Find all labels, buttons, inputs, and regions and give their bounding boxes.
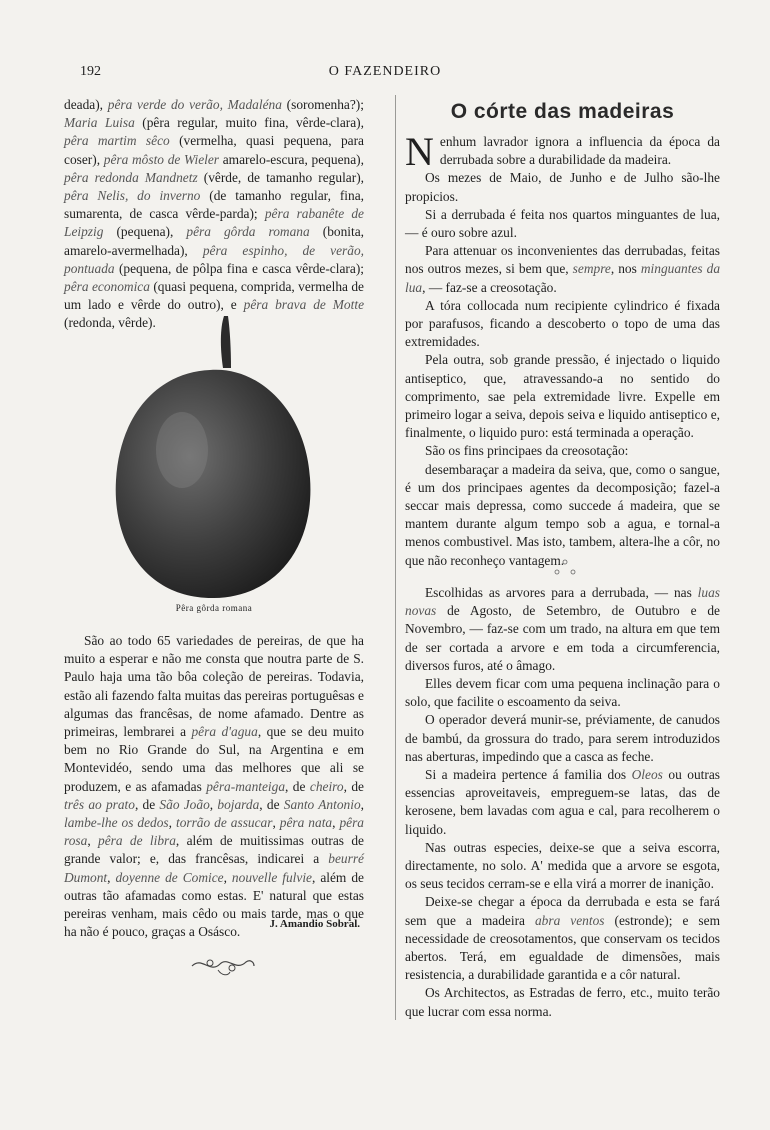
article-paragraph: Escolhidas as arvores para a derrubada, — nas luas novas de Agosto, de Setembro, de Outubro e de Novembro, — faz-se com um trado, na altura em que tem de ser cortada a arvore e em toda a circumferencia, diversos furos, até o âmago. — [405, 585, 720, 673]
article-title: O córte das madeiras — [450, 100, 675, 123]
column-divider — [395, 95, 396, 1020]
pear-varieties-paragraph: deada), pêra verde do verão, Madaléna (soromenha?); Maria Luisa (pêra regular, muito fina, vêrde-clara), pêra martim sêco (vermelha, quasi pequena, para coser), pêra môsto de Wieler amarelo-escura, pequena), pêra redonda Mandnetz (vêrde, de tamanho regular), pêra Nelis, do inverno (de tamanho regular, fina, sumarenta, de casca vêrde-parda); pêra rabanête de Leipzig (pequena), pêra gôrda romana (bonita, amarelo-avermelhada), pêra espinho, de verão, pontuada (pequena, de pôlpa fina e casca vêrde-clara); pêra economica (quasi pequena, comprida, vermelha de um lado e vêrde do outro), e pêra brava de Motte (redonda, vêrde). — [64, 97, 365, 331]
article-paragraphs-top — [405, 169, 720, 569]
article-paragraph: Si a madeira pertence á familia dos Oleos ou outras essencias aproveitaveis, empreguem-se latas, das de kerosene, bem lavadas com agua e cal, para recolherem o liquido. — [405, 767, 720, 837]
figure-caption: Pêra gôrda romana — [175, 603, 253, 613]
article-paragraph: Pela outra, sob grande pressão, é injectado o liquido antiseptico, que, atravessando-a no sentido do comprimento, sae pela extremidade livre. Expelle em primeiro logar a seiva, depois seiva e liquido antiseptico e, finalmente, o liquido puro: está terminada a operação. — [405, 352, 720, 441]
article-paragraph: desembaraçar a madeira da seiva, que, como o sangue, é um dos principaes agentes da decomposição; fazel-a seccar mais depressa, como succede á madeira, que se mantem durante algum tempo sob a agua, e tornal-a menos combustivel. Mas isto, tambem, altera-lhe a côr, no que não reconheço vantagem. — [405, 461, 720, 568]
asterism-divider-icon — [545, 558, 585, 576]
article-paragraphs-bottom — [405, 584, 720, 1021]
pear-collection-paragraph: São ao todo 65 variedades de pereiras, de que ha muito a esperar e não me consta que noutra parte de S. Paulo haja uma tão bôa coleção de pereiras. Todavia, estão ali fazendo falta muitas das pereiras portuguêsas e algumas das francêsas, de nome afamado. Dentre as primeiras, lembrarei a pêra d'agua, que se deu muito bem no Rio Grande do Sul, na Argentina e em Montevidéo, sendo uma das melhores que ali se produzem, e as afamadas pêra-manteiga, de cheiro, de três ao prato, de São João, bojarda, de Santo Antonio, lambe-lhe os dedos, torrão de assucar, pêra nata, pêra rosa, pêra de libra, além de muitissimas outras de grande valor; e, das francêsas, indicarei a beurré Dumont, doyenne de Comice, nouvelle fulvie, além de outras tão afamadas como estas. E' natural que estas pereiras venham, mais cêdo ou mais tarde, mas o que ha não é pouco, graças a Osásco. — [64, 633, 365, 940]
pear-collection-text — [64, 632, 364, 941]
floral-ornament-icon — [188, 950, 258, 980]
article-paragraph: Si a derrubada é feita nos quartos minguantes de lua, — é ouro sobre azul. — [405, 206, 720, 241]
article-paragraph: Os Architectos, as Estradas de ferro, etc., muito terão que lucrar com essa norma. — [405, 985, 720, 1019]
article-paragraph: Para attenuar os inconvenientes das derrubadas, feitas nos outros mezes, si bem que, sempre, nos minguantes da lua, — faz-se a creosotação. — [405, 243, 721, 295]
article-paragraph: Nas outras especies, deixe-se que a seiva escorra, directamente, no solo. A' medida que a arvore se esgota, os seus tecidos cerram-se e ella virá a morrer de inanição. — [405, 839, 720, 892]
author-signature: J. Amandio Sobral. — [269, 918, 360, 930]
article-text-top — [405, 129, 721, 570]
article-text-bottom — [405, 584, 720, 1021]
article-paragraph: Elles devem ficar com uma pequena inclinação para o solo, que facilite o escoamento da seiva. — [405, 676, 720, 710]
article-paragraph: O operador deverá munir-se, préviamente, de canudos de bambú, da grossura do trado, para serem introduzidos nas aberturas, impedindo que a casca as feche. — [405, 712, 720, 764]
article-paragraph: A tóra collocada num recipiente cylindrico é fixada por parafusos, ficando a descoberto o topo de uma das extremidades. — [405, 297, 720, 350]
article-first-paragraph: Nenhum lavrador ignora a influencia da época da derrubada sobre a durabilidade da madeira. — [405, 129, 720, 174]
pear-varieties-text — [64, 96, 364, 333]
pear-illustration — [110, 312, 320, 600]
page-number: 192 — [80, 64, 101, 79]
running-title: O FAZENDEIRO — [328, 64, 442, 79]
article-paragraph: Os mezes de Maio, de Junho e de Julho são-lhe propicios. — [405, 170, 720, 204]
article-paragraph: São os fins principaes da creosotação: — [425, 443, 629, 459]
drop-cap: N — [405, 129, 434, 174]
article-paragraph: Deixe-se chegar a época da derrubada e esta se fará sem que a madeira abra ventos (estronde); e sem necessidade de creosotamentos, que conservam os tecidos abertos. Terá, em egualdade de dimensões, mais resistencia, a durabilidade garantida e a côr natural. — [405, 894, 721, 983]
